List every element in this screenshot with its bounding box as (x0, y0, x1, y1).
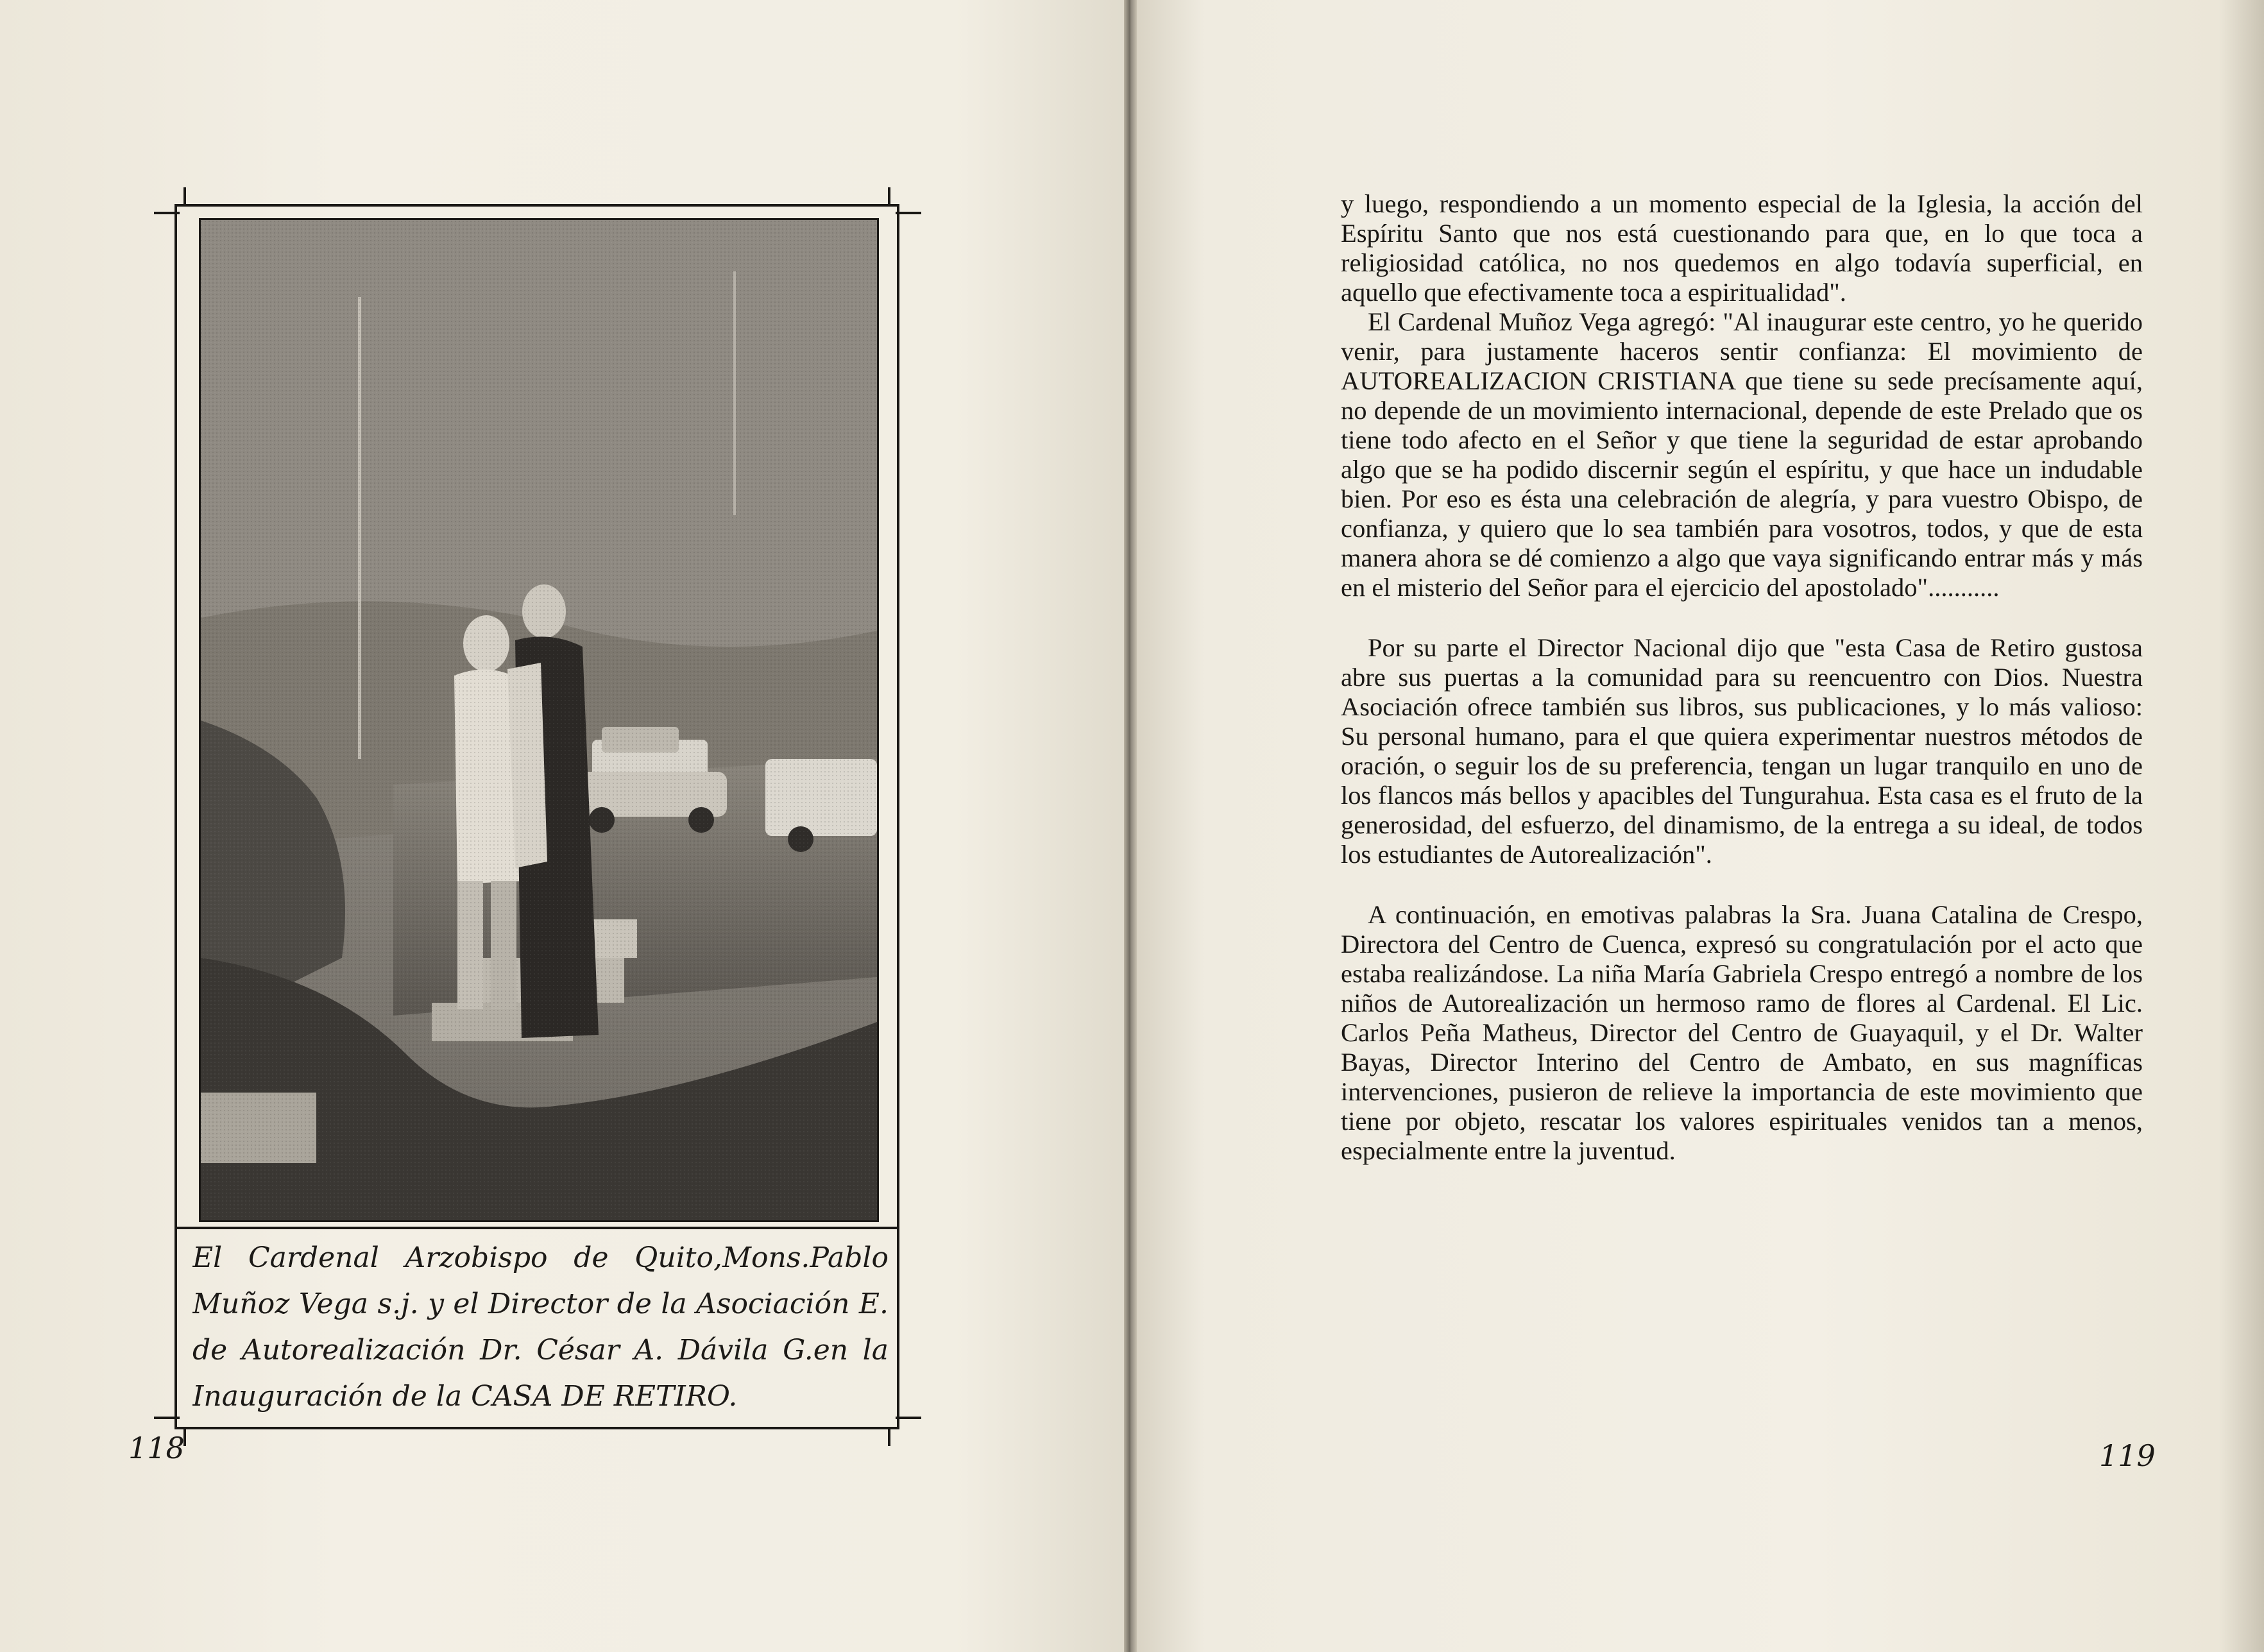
paragraph-3: Por su parte el Director Nacional dijo que "esta Casa de Retiro gustosa abre sus puertas a la comunidad para su reencuentro con Dios. Nuestra Asociación ofrece también sus libros, sus publicaciones, y lo más valioso: Su personal humano, para el que quiera experimentar nuestros métodos de oración, o seguir los de su preferencia, tengan un lugar tranquilo en uno de los flancos más bellos y apacibles del Tungurahua. Esta casa es el fruto de la generosidad, del esfuerzo, del dinamismo, de la entrega a su ideal, de todos los estudiantes de Autorealización". (1341, 633, 2143, 869)
frame-tick-top-right-h (896, 212, 921, 214)
paragraph-1: y luego, respondiendo a un momento especial de la Iglesia, la acción del Espíritu Santo que nos está cuestionando para que, en lo que toca a religiosidad católica, no nos quedemos en algo todavía superficial, en aquello que efectivamente toca a espiritualidad". (1341, 189, 2143, 307)
book-gutter (1124, 0, 1137, 1652)
frame-tick-bottom-right-h (896, 1417, 921, 1419)
frame-tick-top-right-v (888, 187, 890, 207)
frame-tick-top-left-h (154, 212, 180, 214)
frame-tick-bottom-right-v (888, 1427, 890, 1446)
page-number-right: 119 (2099, 1438, 2156, 1473)
photo-caption: El Cardenal Arzobispo de Quito,Mons.Pablo Muñoz Vega s.j. y el Director de la Asociación E. de Autorealización Dr. César A. Dávila G.en la Inauguración de la CASA DE RETIRO. (192, 1241, 889, 1413)
right-page-body (1341, 189, 2143, 1408)
frame-tick-bottom-left-h (154, 1417, 180, 1419)
paragraph-2: El Cardenal Muñoz Vega agregó: "Al inaugurar este centro, yo he querido venir, para justamente haceros sentir confianza: El movimiento de AUTOREALIZACION CRISTIANA que tiene su sede precísamente aquí, no depende de un movimiento internacional, depende de este Prelado que os tiene todo afecto en el Señor y que tiene la seguridad de estar aprobando algo que se ha podido discernir según el espíritu, y que hace un indudable bien. Por eso es ésta una celebración de alegría, y para vuestro Obispo, de confianza, y quiero que lo sea también para vosotros, todos, y que de esta manera ahora se dé comienzo a algo que vaya significando entrar más y más en el misterio del Señor para el ejercicio del apostolado"........... (1341, 307, 2143, 602)
frame-tick-top-left-v (183, 187, 186, 207)
caption-separator (174, 1227, 899, 1229)
page-number-left: 118 (128, 1431, 185, 1465)
paragraph-4: A continuación, en emotivas palabras la Sra. Juana Catalina de Crespo, Directora del Centro de Cuenca, expresó su congratulación por el acto que estaba realizándose. La niña María Gabriela Crespo entregó a nombre de los niños de Autorealización un hermoso ramo de flores al Cardenal. El Lic. Carlos Peña Matheus, Director del Centro de Guayaquil, y el Dr. Walter Bayas, Director Interino del Centro de Ambato, en sus magníficas intervenciones, pusieron de relieve la importancia de este movimiento que tiene por objeto, rescatar los valores espirituales venidos tan a menos, especialmente entre la juventud. (1341, 900, 2143, 1165)
inauguration-photo (199, 218, 879, 1222)
